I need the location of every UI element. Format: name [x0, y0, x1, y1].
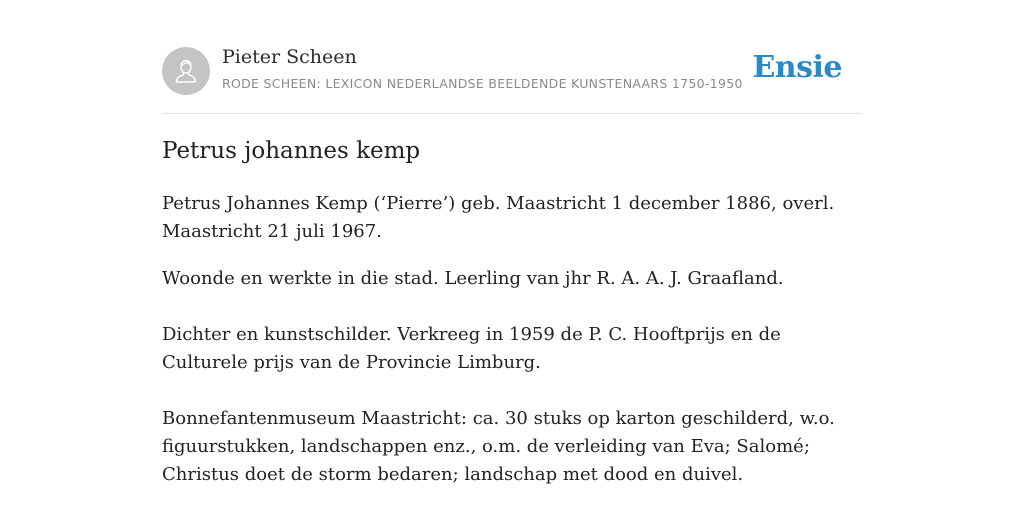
article-header: [162, 46, 862, 96]
article-paragraph: Dichter en kunstschilder. Verkreeg in 1959 de P. C. Hooftprijs en de Culturele prijs van de Provincie Limburg.: [162, 324, 781, 373]
author-avatar[interactable]: [162, 47, 210, 95]
user-silhouette-icon: [171, 56, 201, 86]
article-paragraph: Woonde en werkte in die stad. Leerling van jhr R. A. A. J. Graafland.: [162, 268, 784, 289]
article-paragraph: Petrus Johannes Kemp (‘Pierre’) geb. Maastricht 1 december 1886, overl. Maastricht 21 juli 1967.: [162, 193, 835, 242]
author-name[interactable]: Pieter Scheen: [222, 46, 357, 68]
header-divider: [162, 113, 862, 114]
article-paragraph: Bonnefantenmuseum Maastricht: ca. 30 stuks op karton geschilderd, w.o. figuurstukken, landschappen enz., o.m. de verleiding van Eva; Salomé; Christus doet de storm bedaren; landschap met dood en duivel.: [162, 408, 835, 485]
source-title[interactable]: RODE SCHEEN: LEXICON NEDERLANDSE BEELDENDE KUNSTENAARS 1750-1950: [222, 76, 743, 91]
page-title: Petrus johannes kemp: [162, 138, 421, 164]
ensie-logo[interactable]: Ensie: [752, 50, 842, 85]
article-body: [162, 190, 862, 489]
